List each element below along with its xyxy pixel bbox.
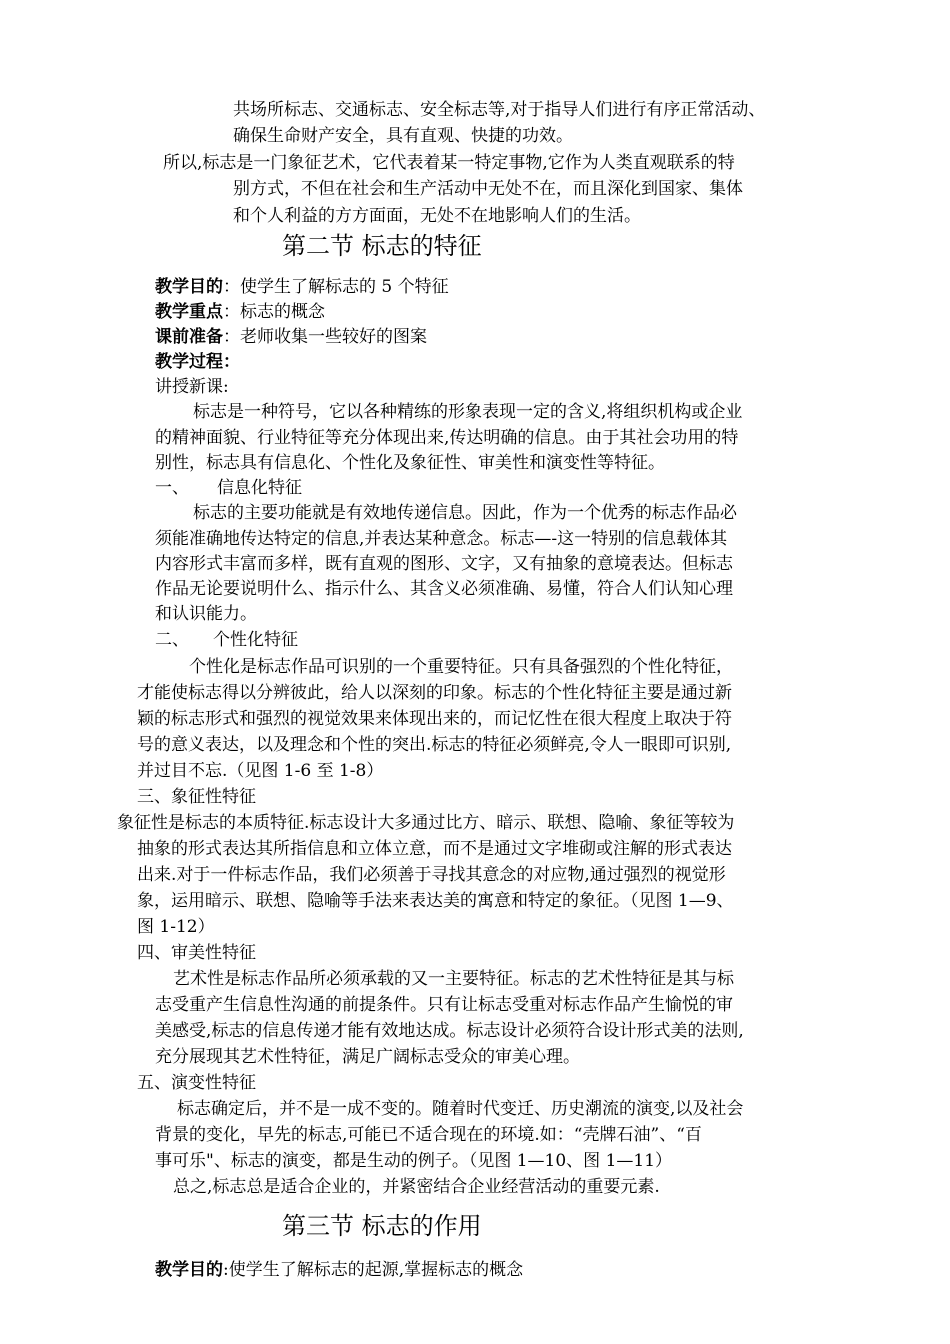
paragraph-line: 内容形式丰富而多样，既有直观的图形、文字，又有抽象的意境表达。但标志 bbox=[155, 554, 733, 574]
paragraph-line: 象征性是标志的本质特征.标志设计大多通过比方、暗示、联想、隐喻、象征等较为 bbox=[117, 813, 735, 833]
paragraph-line: 共场所标志、交通标志、安全标志等,对于指导人们进行有序正常活动、 bbox=[233, 100, 766, 120]
paragraph-line: 和个人利益的方方面面，无处不在地影响人们的生活。 bbox=[233, 206, 641, 226]
feature-heading: 三、象征性特征 bbox=[137, 787, 256, 807]
lesson-goal bbox=[155, 275, 449, 299]
feature-heading: 五、演变性特征 bbox=[137, 1073, 256, 1093]
process-colon: ： bbox=[223, 352, 240, 372]
lesson-prep bbox=[155, 325, 427, 349]
paragraph-line: 并过目不忘.（见图 1-6 至 1-8） bbox=[137, 761, 384, 781]
feature-heading bbox=[155, 476, 302, 500]
paragraph-line: 出来.对于一件标志作品，我们必须善于寻找其意念的对应物,通过强烈的视觉形 bbox=[137, 865, 726, 885]
paragraph-line: 图 1-12） bbox=[137, 917, 215, 937]
paragraph-line: 象，运用暗示、联想、隐喻等手法来表达美的寓意和特定的象征。（见图 1—9、 bbox=[137, 891, 734, 911]
section-title: 第三节 标志的作用 bbox=[282, 1212, 482, 1240]
paragraph-line: 所以,标志是一门象征艺术，它代表着某一特定事物,它作为人类直观联系的特 bbox=[163, 153, 735, 173]
feature-number: 二、 bbox=[155, 630, 189, 650]
goal-text: ：使学生了解标志的 5 个特征 bbox=[223, 277, 449, 297]
paragraph-line: 标志的主要功能就是有效地传递信息。因此，作为一个优秀的标志作品必 bbox=[193, 503, 737, 523]
lesson-process bbox=[155, 350, 240, 374]
goal-label: 教学目的 bbox=[155, 277, 223, 297]
prep-label: 课前准备 bbox=[155, 327, 223, 347]
paragraph-line: 标志确定后，并不是一成不变的。随着时代变迁、历史潮流的演变,以及社会 bbox=[177, 1099, 744, 1119]
lesson-goal bbox=[155, 1258, 523, 1282]
paragraph-line: 号的意义表达，以及理念和个性的突出.标志的特征必须鲜亮,令人一眼即可识别, bbox=[137, 735, 732, 755]
focus-text: ：标志的概念 bbox=[223, 302, 325, 322]
paragraph-line: 和认识能力。 bbox=[155, 604, 257, 624]
feature-title: 信息化特征 bbox=[217, 478, 302, 498]
paragraph-line: 颖的标志形式和强烈的视觉效果来体现出来的，而记忆性在很大程度上取决于符 bbox=[137, 709, 732, 729]
paragraph-line: 艺术性是标志作品所必须承载的又一主要特征。标志的艺术性特征是其与标 bbox=[173, 969, 734, 989]
section-title: 第二节 标志的特征 bbox=[282, 232, 482, 260]
paragraph-line: 作品无论要说明什么、指示什么、其含义必须准确、易懂，符合人们认知心理 bbox=[155, 579, 733, 599]
paragraph-line: 别性，标志具有信息化、个性化及象征性、审美性和演变性等特征。 bbox=[155, 453, 665, 473]
prep-text: ：老师收集一些较好的图案 bbox=[223, 327, 427, 347]
lesson-focus bbox=[155, 300, 325, 324]
paragraph-line: 个性化是标志作品可识别的一个重要特征。只有具备强烈的个性化特征， bbox=[189, 657, 733, 677]
new-lesson-label: 讲授新课: bbox=[155, 377, 229, 397]
paragraph-line: 的精神面貌、行业特征等充分体现出来,传达明确的信息。由于其社会功用的特 bbox=[155, 428, 739, 448]
focus-label: 教学重点 bbox=[155, 302, 223, 322]
feature-title: 个性化特征 bbox=[213, 630, 298, 650]
feature-heading: 四、审美性特征 bbox=[137, 943, 256, 963]
summary-line: 总之,标志总是适合企业的，并紧密结合企业经营活动的重要元素. bbox=[173, 1177, 660, 1197]
goal-text: :使学生了解标志的起源,掌握标志的概念 bbox=[223, 1260, 524, 1280]
paragraph-line: 须能准确地传达特定的信息,并表达某种意念。标志—-这一特别的信息载体其 bbox=[155, 529, 728, 549]
process-label: 教学过程 bbox=[155, 352, 223, 372]
paragraph-line: 事可乐"、标志的演变，都是生动的例子。（见图 1—10、图 1—11） bbox=[155, 1151, 673, 1171]
paragraph-line: 志受重产生信息性沟通的前提条件。只有让标志受重对标志作品产生愉悦的审 bbox=[155, 995, 733, 1015]
paragraph-line: 才能使标志得以分辨彼此，给人以深刻的印象。标志的个性化特征主要是通过新 bbox=[137, 683, 732, 703]
paragraph-line: 充分展现其艺术性特征，满足广阔标志受众的审美心理。 bbox=[155, 1047, 580, 1067]
paragraph-line: 别方式，不但在社会和生产活动中无处不在，而且深化到国家、集体 bbox=[233, 179, 743, 199]
feature-number: 一、 bbox=[155, 478, 189, 498]
feature-heading bbox=[155, 628, 298, 652]
goal-label: 教学目的 bbox=[155, 1260, 223, 1280]
paragraph-line: 标志是一种符号，它以各种精练的形象表现一定的含义,将组织机构或企业 bbox=[193, 402, 743, 422]
paragraph-line: 抽象的形式表达其所指信息和立体立意，而不是通过文字堆砌或注解的形式表达 bbox=[137, 839, 732, 859]
paragraph-line: 美感受,标志的信息传递才能有效地达成。标志设计必须符合设计形式美的法则, bbox=[155, 1021, 744, 1041]
paragraph-line: 背景的变化，早先的标志,可能已不适合现在的环境.如：“壳牌石油”、“百 bbox=[155, 1125, 702, 1145]
paragraph-line: 确保生命财产安全，具有直观、快捷的功效。 bbox=[233, 126, 573, 146]
